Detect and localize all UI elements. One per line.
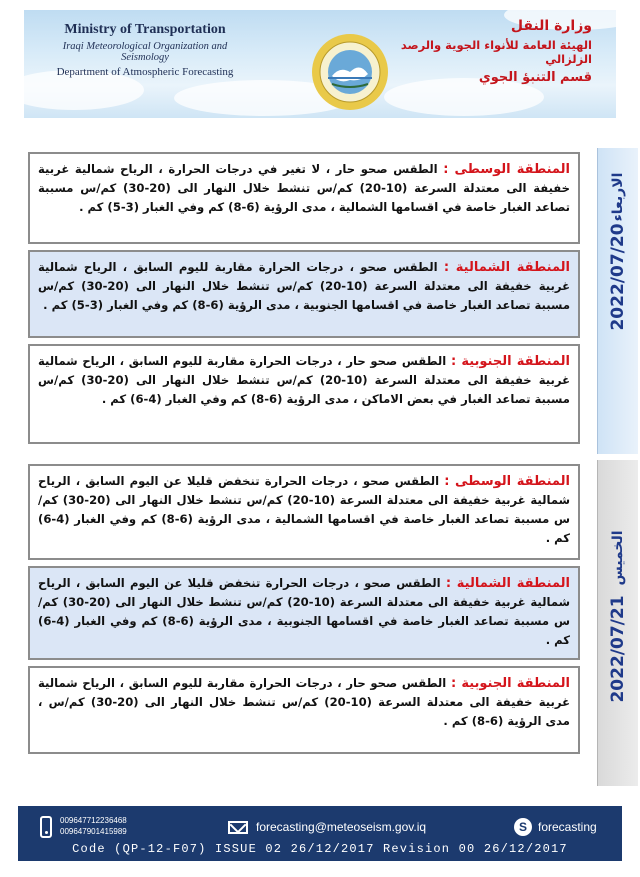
department-name-ar: قسم التنبؤ الجوي <box>478 70 592 85</box>
day-1-southern-region <box>28 344 580 444</box>
email-address[interactable]: forecasting@meteoseism.gov.iq <box>256 820 427 834</box>
phone-numbers <box>60 815 127 837</box>
email-icon <box>228 821 248 834</box>
forecast-day-2 <box>28 460 638 786</box>
organization-name-ar: الهيئة العامة للأنواء الجوية والرصد الزلزالي <box>400 38 592 66</box>
ministry-name-ar: وزارة النقل <box>510 18 592 34</box>
footer-bar <box>18 806 622 861</box>
day-2-tab <box>597 460 638 786</box>
day-2-central-region <box>28 464 580 560</box>
day-2-date: 2022/07/21 <box>608 595 628 703</box>
region-forecast-text: الطقس صحو ، درجات الحرارة مقاربة لليوم السابق ، الرياح شمالية غربية خفيفة الى معتدلة السرعة (10-20) كم/س تنشط خلال النهار الى (20-30) كم/س مسببة تصاعد الغبار خاصة في اقسامها الجنوبية ، مدى الرؤية (6-8) كم وفي الغبار (3-5) كم . <box>38 260 570 312</box>
region-forecast-text: الطقس صحو ، درجات الحرارة تنخفض قليلا عن اليوم السابق ، الرياح شمالية غربية خفيفة الى معتدلة السرعة (10-20) كم/س تنشط خلال النهار الى (20-30) كم/س مسببة تصاعد الغبار خاصة في اقسامها الجنوبية ، مدى الرؤية (6-8) كم وفي الغبار (4-6) كم . <box>38 576 570 647</box>
phone-number-2: 009647901415989 <box>60 827 127 836</box>
day-2-northern-region <box>28 566 580 660</box>
region-forecast-text: الطقس صحو حار ، لا تغير في درجات الحرارة ، الرياح شمالية غربية خفيفة الى معتدلة السرعة (10-20) كم/س تنشط خلال النهار الى (20-30) كم/س مسببة تصاعد الغبار خاصة في اقسامها الشمالية ، مدى الرؤية (6-8) كم وفي الغبار (3-5) كم . <box>38 162 570 214</box>
phone-number-1: 009647712236468 <box>60 816 127 825</box>
day-1-central-region <box>28 152 580 244</box>
header-arabic <box>372 18 592 85</box>
region-forecast-text: الطقس صحو حار ، درجات الحرارة مقاربة لليوم السابق ، الرياح شمالية غربية خفيفة الى معتدلة السرعة (10-20) كم/س تنشط خلال النهار الى (20-30) كم/س ، مدى الرؤية (6-8) كم . <box>38 676 570 728</box>
day-1-tab <box>597 148 638 454</box>
region-name: المنطقة الشمالية : <box>443 260 570 275</box>
region-forecast-text: الطقس صحو حار ، درجات الحرارة مقاربة لليوم السابق ، الرياح شمالية غربية خفيفة الى معتدلة السرعة (10-20) كم/س تنشط خلال النهار الى (20-30) كم/س مسببة تصاعد الغبار في بعض الاماكن ، مدى الرؤية (6-8) كم وفي الغبار (4-6) كم . <box>38 354 570 406</box>
region-name: المنطقة الجنوبية : <box>450 354 570 369</box>
organization-name-en: Iraqi Meteorological Organization and Seismology <box>62 41 228 63</box>
header-banner <box>24 10 616 118</box>
region-name: المنطقة الوسطى : <box>443 162 570 177</box>
document-code: Code (QP-12-F07) ISSUE 02 26/12/2017 Revision 00 26/12/2017 <box>72 842 568 856</box>
day-2-name: الخميس <box>610 530 626 586</box>
department-name-en: Department of Atmospheric Forecasting <box>56 66 234 78</box>
region-name: المنطقة الشمالية : <box>445 576 570 591</box>
header-english <box>50 22 240 78</box>
region-name: المنطقة الوسطى : <box>444 474 570 489</box>
day-1-northern-region <box>28 250 580 338</box>
day-1-name: الاربعاء <box>610 172 626 222</box>
region-forecast-text: الطقس صحو ، درجات الحرارة تنخفض قليلا عن اليوم السابق ، الرياح شمالية غربية خفيفة الى معتدلة السرعة (10-20) كم/س تنشط خلال النهار الى (20-30) كم/س مسببة تصاعد الغبار خاصة في اقسامها الشمالية ، مدى الرؤية (6-8) كم وفي الغبار (4-6) كم . <box>38 474 570 545</box>
day-2-southern-region <box>28 666 580 754</box>
phone-icon <box>40 816 52 838</box>
region-name: المنطقة الجنوبية : <box>450 676 570 691</box>
day-1-date: 2022/07/20 <box>608 222 628 331</box>
skype-icon: S <box>514 818 532 836</box>
forecast-day-1 <box>28 148 638 454</box>
skype-account[interactable]: forecasting <box>538 820 597 834</box>
ministry-name-en: Ministry of Transportation <box>64 22 226 37</box>
